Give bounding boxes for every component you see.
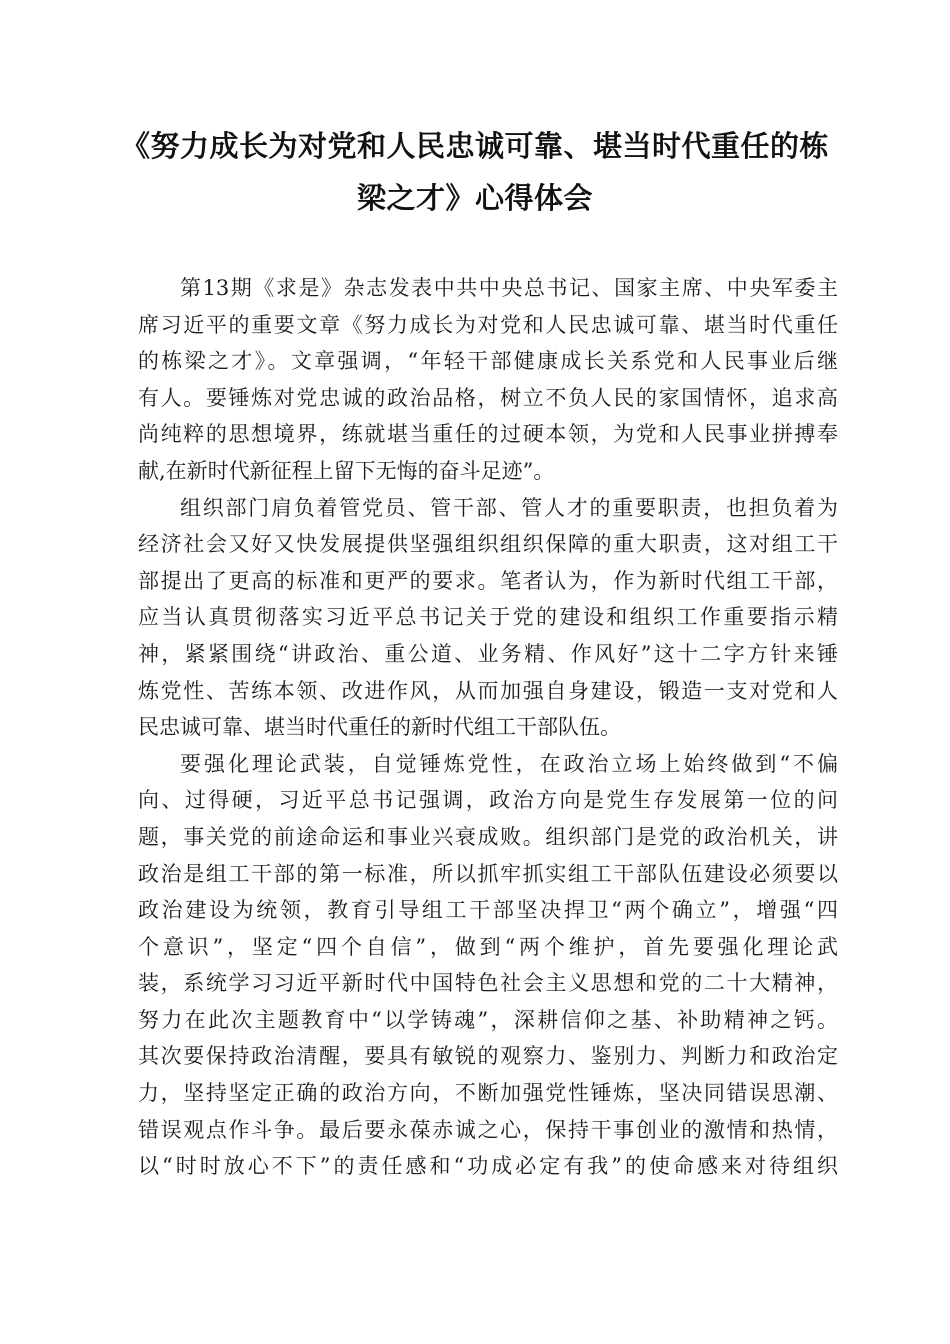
document-body (138, 270, 838, 1185)
text-line: 有人。要锤炼对党忠诚的政治品格，树立不负人民的家国情怀，追求高 (138, 385, 838, 410)
text-line: 努力在此次主题教育中“以学铸魂”，深耕信仰之基、补助精神之钙。 (138, 1007, 838, 1032)
text-line: 献,在新时代新征程上留下无悔的奋斗足迹”。 (138, 458, 555, 483)
text-line: 政治建设为统领，教育引导组工干部坚决捍卫“两个确立”，增强“四 (138, 898, 838, 923)
text-line: 神，紧紧围绕“讲政治、重公道、业务精、作风好”这十二字方针来锤 (138, 641, 838, 666)
text-line: 以“时时放心不下”的责任感和“功成必定有我”的使命感来对待组织 (138, 1154, 838, 1179)
text-line: 力，坚持坚定正确的政治方向，不断加强党性锤炼，坚决同错误思潮、 (138, 1081, 838, 1106)
text-line: 政治是组工干部的第一标准，所以抓牢抓实组工干部队伍建设必须要以 (138, 861, 838, 886)
text-line: 装，系统学习习近平新时代中国特色社会主义思想和党的二十大精神， (138, 971, 838, 996)
paragraph-3 (138, 746, 838, 1185)
text-line: 席习近平的重要文章《努力成长为对党和人民忠诚可靠、堪当时代重任 (138, 312, 838, 337)
text-line: 尚纯粹的思想境界，练就堪当重任的过硬本领，为党和人民事业拼搏奉 (138, 422, 838, 447)
text-line: 应当认真贯彻落实习近平总书记关于党的建设和组织工作重要指示精 (138, 605, 838, 630)
text-line: 向、过得硬，习近平总书记强调，政治方向是党生存发展第一位的问 (138, 788, 838, 813)
text-line: 炼党性、苦练本领、改进作风，从而加强自身建设，锻造一支对党和人 (138, 678, 838, 703)
title-line: 梁之才》心得体会 (356, 181, 593, 215)
text-line: 组织部门肩负着管党员、管干部、管人才的重要职责，也担负着为 (180, 495, 838, 520)
text-line: 错误观点作斗争。最后要永葆赤诚之心，保持干事创业的激情和热情， (138, 1117, 838, 1142)
text-line: 个意识”，坚定“四个自信”，做到“两个维护，首先要强化理论武 (138, 934, 838, 959)
text-line: 题，事关党的前途命运和事业兴衰成败。组织部门是党的政治机关，讲 (138, 824, 838, 849)
text-line: 的栋梁之才》。文章强调，“年轻干部健康成长关系党和人民事业后继 (138, 349, 838, 374)
text-line: 经济社会又好又快发展提供坚强组织组织保障的重大职责，这对组工干 (138, 532, 838, 557)
text-line: 要强化理论武装，自觉锤炼党性，在政治立场上始终做到“不偏 (180, 751, 838, 776)
document-title (120, 120, 830, 224)
text-line: 其次要保持政治清醒，要具有敏锐的观察力、鉴别力、判断力和政治定 (138, 1044, 838, 1069)
text-line: 民忠诚可靠、堪当时代重任的新时代组工干部队伍。 (138, 715, 621, 740)
text-line: 第13期《求是》杂志发表中共中央总书记、国家主席、中央军委主 (180, 276, 838, 300)
paragraph-2 (138, 490, 838, 746)
paragraph-1 (138, 270, 838, 490)
title-line: 《努力成长为对党和人民忠诚可靠、堪当时代重任的栋 (120, 129, 829, 163)
text-line: 部提出了更高的标准和更严的要求。笔者认为，作为新时代组工干部， (138, 568, 838, 593)
